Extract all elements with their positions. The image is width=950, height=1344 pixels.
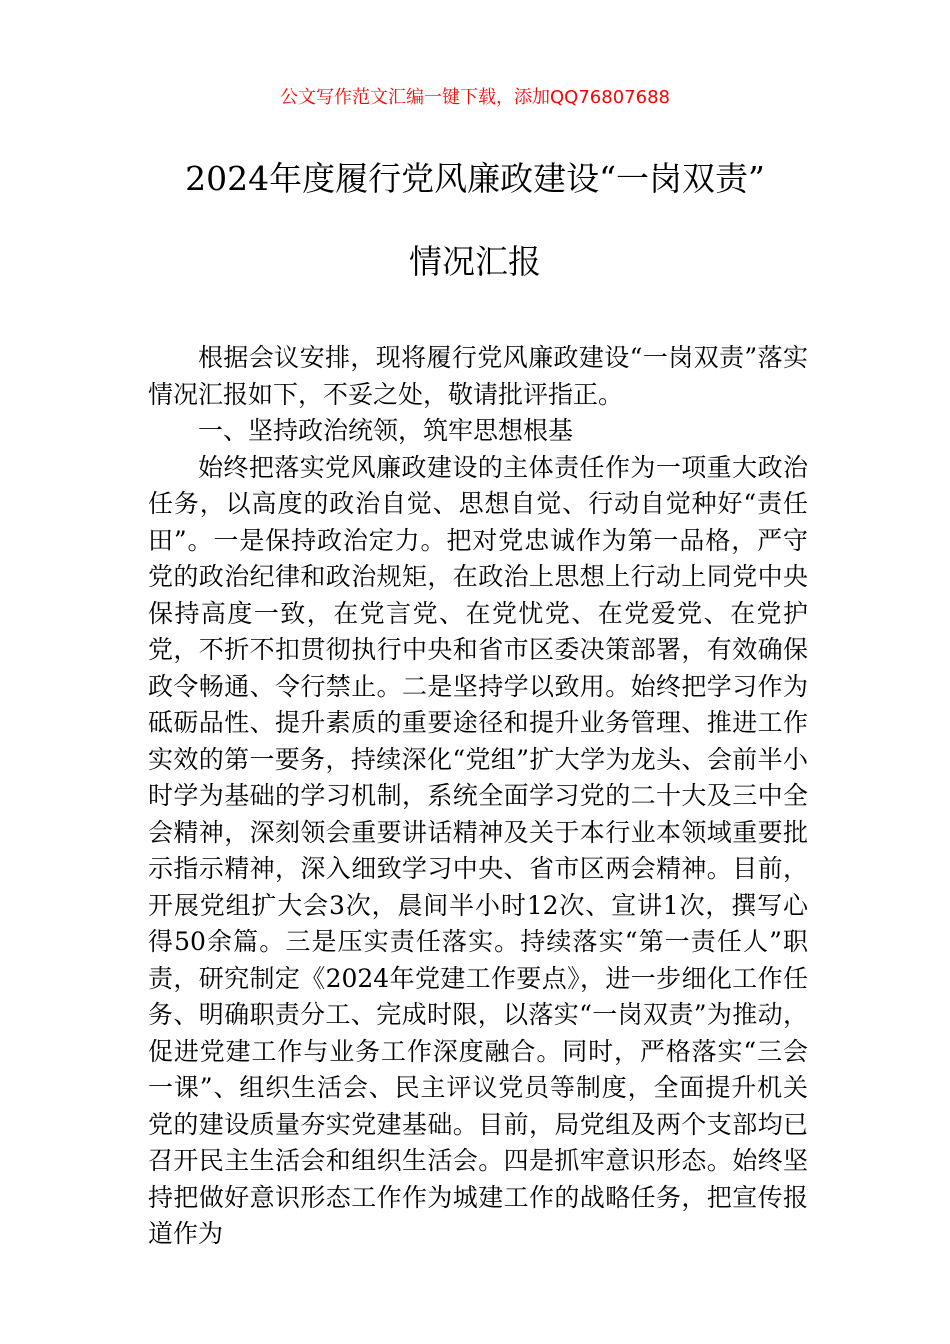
intro-paragraph: 根据会议安排，现将履行党风廉政建设“一岗双责”落实情况汇报如下，不妥之处，敬请批评指正。	[148, 343, 808, 409]
document-title	[0, 156, 950, 284]
download-banner: 公文写作范文汇编一键下载，添加QQ76807688	[280, 87, 670, 108]
title-line-1: 2024年度履行党风廉政建设“一岗双责”	[185, 159, 765, 198]
document-body	[148, 340, 808, 1253]
section-heading: 一、坚持政治统领，筑牢思想根基	[198, 416, 574, 445]
body-paragraph: 始终把落实党风廉政建设的主体责任作为一项重大政治任务，以高度的政治自觉、思想自觉、行动自觉种好“责任田”。一是保持政治定力。把对党忠诚作为第一品格，严守党的政治纪律和政治规矩，在政治上思想上行动上同党中央保持高度一致，在党言党、在党忧党、在党爱党、在党护党，不折不扣贯彻执行中央和省市区委决策部署，有效确保政令畅通、令行禁止。二是坚持学以致用。始终把学习作为砥砺品性、提升素质的重要途径和提升业务管理、推进工作实效的第一要务，持续深化“党组”扩大学为龙头、会前半小时学为基础的学习机制，系统全面学习党的二十大及三中全会精神，深刻领会重要讲话精神及关于本行业本领域重要批示指示精神，深入细致学习中央、省市区两会精神。目前，开展党组扩大会3次，晨间半小时12次、宣讲1次，撰写心得50余篇。三是压实责任落实。持续落实“第一责任人”职责，研究制定《2024年党建工作要点》，进一步细化工作任务、明确职责分工、完成时限，以落实“一岗双责”为推动，促进党建工作与业务工作深度融合。同时，严格落实“三会一课”、组织生活会、民主评议党员等制度，全面提升机关党的建设质量夯实党建基础。目前，局党组及两个支部均已召开民主生活会和组织生活会。四是抓牢意识形态。始终坚持把做好意识形态工作作为城建工作的战略任务，把宣传报道作为	[148, 452, 808, 1248]
title-line-2: 情况汇报	[409, 242, 541, 281]
